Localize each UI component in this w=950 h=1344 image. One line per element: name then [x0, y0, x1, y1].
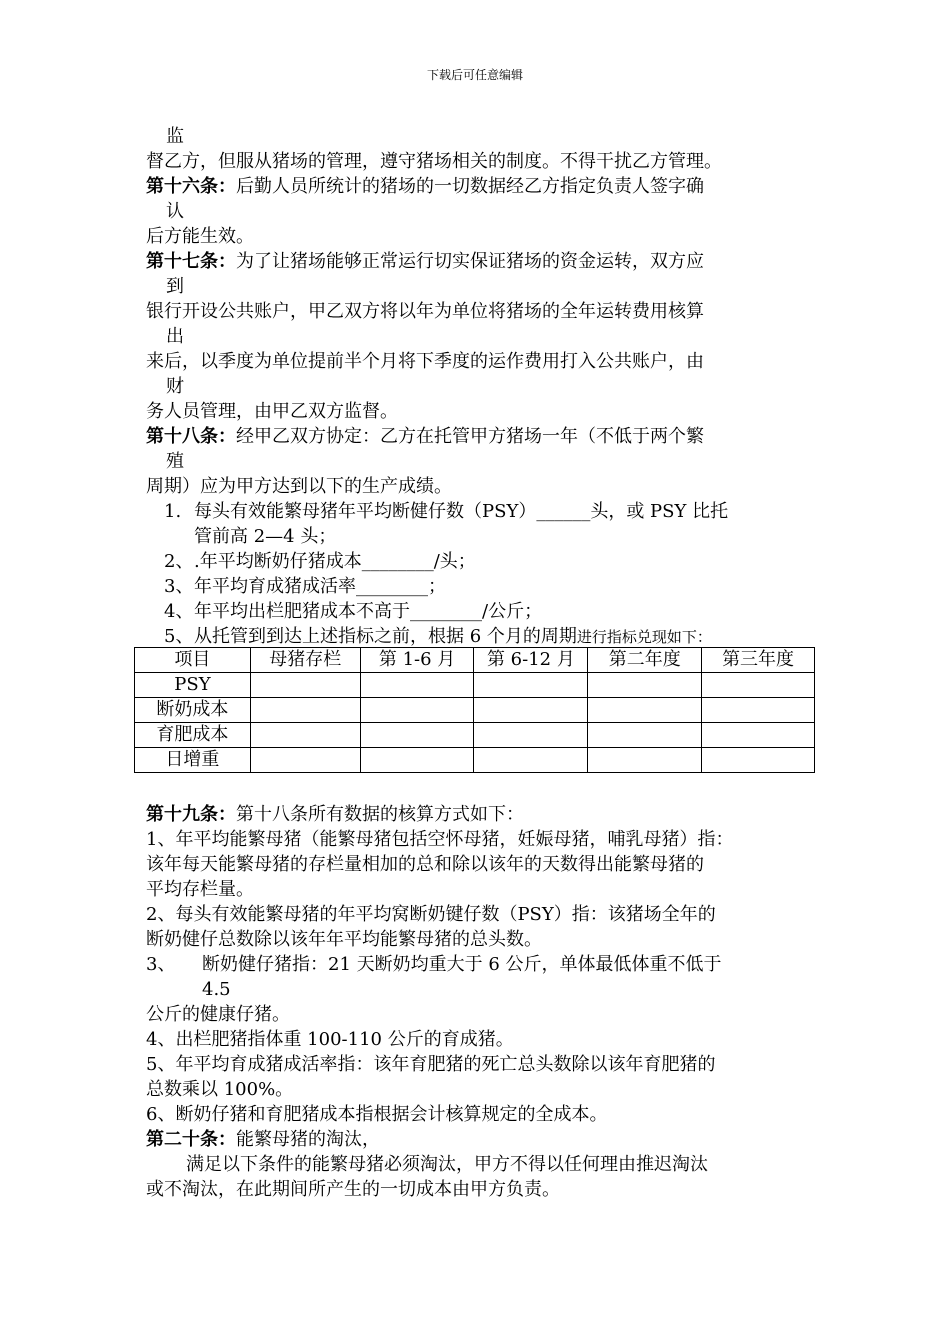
table-cell [702, 698, 815, 723]
table-header-cell: 第 1-6 月 [360, 648, 474, 673]
document-body-continued [146, 802, 810, 1202]
text-line: 财 [166, 376, 184, 397]
table-header-cell: 第 6-12 月 [474, 648, 588, 673]
text-line: 或不淘汰，在此期间所产生的一切成本由甲方负责。 [146, 1179, 560, 1200]
text-line: 4、出栏肥猪指体重 100-110 公斤的育成猪。 [146, 1029, 514, 1050]
page-header: 下载后可任意编辑 [426, 68, 523, 82]
article-title: 第二十条： [146, 1129, 236, 1150]
table-cell: PSY [135, 673, 251, 698]
table-cell [360, 748, 474, 773]
text-line: 务人员管理，由甲乙双方监督。 [146, 401, 398, 422]
list-text: 每头有效能繁母猪年平均断健仔数（PSY）______头，或 PSY 比托 [194, 501, 729, 522]
article-18 [146, 424, 810, 449]
text-line: 断奶健仔猪指：21 天断奶均重大于 6 公斤，单体最低体重不低于 [202, 954, 722, 975]
text-line: 银行开设公共账户，甲乙双方将以年为单位将猪场的全年运转费用核算 [146, 301, 704, 322]
list-item [146, 499, 810, 549]
list-text: 年平均育成猪成活率________； [194, 576, 446, 597]
table-row [135, 698, 815, 723]
list-number: 2、 [164, 551, 194, 572]
text-line: 1、年平均能繁母猪（能繁母猪包括空怀母猪，妊娠母猪，哺乳母猪）指： [146, 829, 734, 850]
table-cell [588, 673, 702, 698]
table-cell [474, 673, 588, 698]
table-header-cell: 第二年度 [588, 648, 702, 673]
text-line [146, 952, 810, 977]
table-header-cell: 母猪存栏 [250, 648, 360, 673]
text-line: 出 [166, 326, 184, 347]
table-cell [360, 673, 474, 698]
list-number: 4、 [164, 601, 194, 622]
table-cell [250, 673, 360, 698]
table-cell [588, 698, 702, 723]
table-row [135, 673, 815, 698]
table-header-cell: 项目 [135, 648, 251, 673]
text-line: 6、断奶仔猪和育肥猪成本指根据会计核算规定的全成本。 [146, 1104, 608, 1125]
table-cell [588, 748, 702, 773]
text-line: 平均存栏量。 [146, 879, 254, 900]
article-title: 第十八条： [146, 426, 236, 447]
text-line: 满足以下条件的能繁母猪必须淘汰，甲方不得以任何理由推迟淘汰 [186, 1154, 708, 1175]
text-line: 后勤人员所统计的猪场的一切数据经乙方指定负责人签字确 [236, 176, 704, 197]
table-cell [360, 698, 474, 723]
article-16 [146, 174, 810, 199]
text-line: 该年每天能繁母猪的存栏量相加的总和除以该年的天数得出能繁母猪的 [146, 854, 704, 875]
text-line: 督乙方，但服从猪场的管理，遵守猪场相关的制度。不得干扰乙方管理。 [146, 151, 722, 172]
text-line: 后方能生效。 [146, 226, 254, 247]
table-cell [360, 723, 474, 748]
table-cell [250, 723, 360, 748]
text-line: 为了让猪场能够正常运行切实保证猪场的资金运转，双方应 [236, 251, 704, 272]
table-cell [702, 673, 815, 698]
text-line: 认 [166, 201, 184, 222]
text-line: 能繁母猪的淘汰， [236, 1129, 380, 1150]
table-cell [702, 723, 815, 748]
text-line: 5、年平均育成猪成活率指：该年育肥猪的死亡总头数除以该年育肥猪的 [146, 1054, 716, 1075]
table-header-cell: 第三年度 [702, 648, 815, 673]
text-line: 断奶健仔总数除以该年年平均能繁母猪的总头数。 [146, 929, 542, 950]
list-item [146, 549, 810, 574]
list-text-wrap: 管前高 2—4 头； [194, 526, 337, 547]
text-line: 2、每头有效能繁母猪的年平均窝断奶键仔数（PSY）指：该猪场全年的 [146, 904, 716, 925]
text-line: 周期）应为甲方达到以下的生产成绩。 [146, 476, 452, 497]
table-cell [702, 748, 815, 773]
text-line: 监 [166, 126, 184, 147]
table-header-row [135, 648, 815, 673]
article-title: 第十九条： [146, 804, 236, 825]
document-body [146, 124, 810, 650]
article-19 [146, 802, 810, 827]
text-line: 总数乘以 100%。 [146, 1079, 294, 1100]
text-line: 来后，以季度为单位提前半个月将下季度的运作费用打入公共账户，由 [146, 351, 704, 372]
table-cell [474, 723, 588, 748]
list-item [146, 574, 810, 599]
article-title: 第十七条： [146, 251, 236, 272]
list-number: 3、 [164, 576, 194, 597]
list-text-small: 进行指标兑现如下： [576, 628, 712, 646]
text-line: 到 [166, 276, 184, 297]
list-text: 从托管到到达上述指标之前，根据 6 个月的周期 [194, 626, 577, 647]
table-cell [250, 748, 360, 773]
list-text: 年平均出栏肥猪成本不高于________/公斤； [194, 601, 543, 622]
list-item [146, 599, 810, 624]
list-number: 5、 [164, 626, 194, 647]
performance-table [134, 647, 815, 773]
table-cell: 断奶成本 [135, 698, 251, 723]
article-title: 第十六条： [146, 176, 236, 197]
table-cell [250, 698, 360, 723]
text-line: 4.5 [202, 979, 231, 1000]
text-line: 第十八条所有数据的核算方式如下： [236, 804, 524, 825]
table-cell [588, 723, 702, 748]
article-17 [146, 249, 810, 274]
list-number: 1. [164, 501, 182, 522]
table-row [135, 748, 815, 773]
text-line: 殖 [166, 451, 184, 472]
table-cell [474, 748, 588, 773]
article-20 [146, 1127, 810, 1152]
table-row [135, 723, 815, 748]
list-text: .年平均断奶仔猪成本________/头； [194, 551, 476, 572]
text-line: 经甲乙双方协定：乙方在托管甲方猪场一年（不低于两个繁 [236, 426, 704, 447]
table-cell [474, 698, 588, 723]
table-cell: 育肥成本 [135, 723, 251, 748]
table-cell: 日增重 [135, 748, 251, 773]
text-line: 公斤的健康仔猪。 [146, 1004, 290, 1025]
list-number: 3、 [146, 954, 176, 975]
